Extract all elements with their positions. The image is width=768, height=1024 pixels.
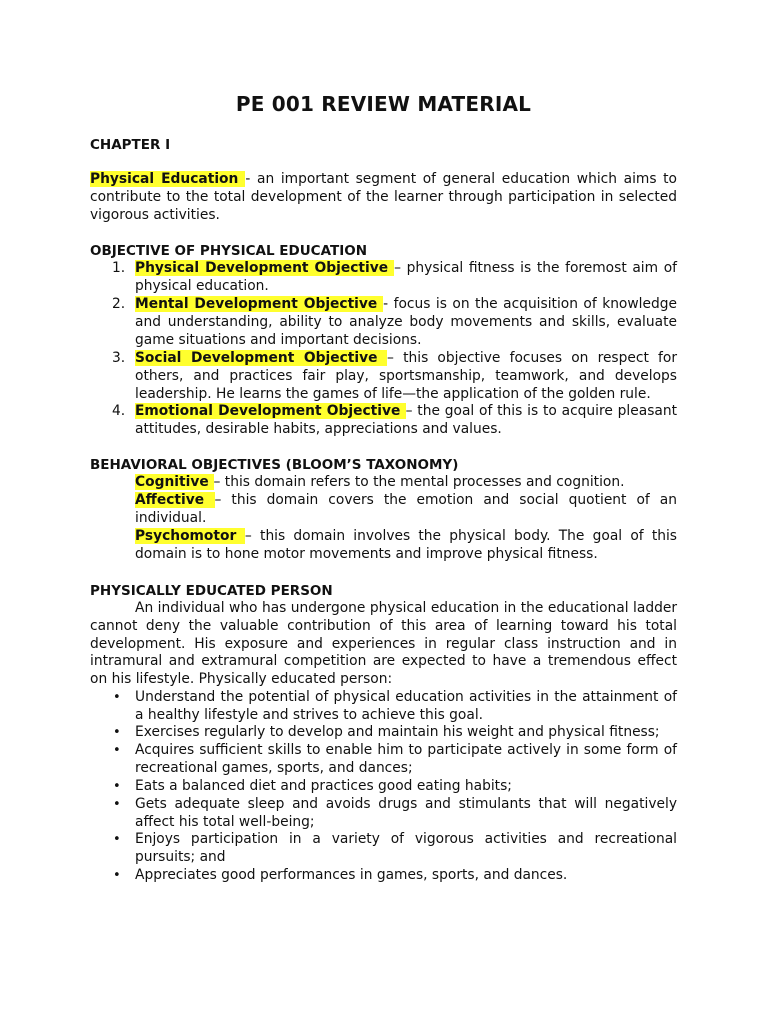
objective-item xyxy=(112,403,677,439)
list-number: 1. xyxy=(112,260,126,276)
pe-definition xyxy=(90,171,677,224)
list-item xyxy=(113,724,677,742)
bullet-text: Gets adequate sleep and avoids drugs and stimulants that will negatively affect his total well-being; xyxy=(135,796,677,830)
list-item xyxy=(113,778,677,796)
bullet-icon: • xyxy=(113,690,121,705)
list-item xyxy=(113,831,677,867)
objective-term-highlight: Emotional Development Objective xyxy=(135,403,406,419)
behavioral-text: – this domain involves the physical body. The goal of this domain is to hone motor movements and improve physical fitness. xyxy=(135,528,677,562)
bullet-icon: • xyxy=(113,779,121,794)
objective-text: – the goal of this is to acquire pleasant attitudes, desirable habits, appreciations and values. xyxy=(135,403,677,437)
behavioral-item xyxy=(135,528,677,564)
list-item xyxy=(113,796,677,832)
behavioral-term-highlight: Affective xyxy=(135,492,215,508)
objective-text: – this objective focuses on respect for others, and practices fair play, sportsmanship, teamwork, and develops leadership. He learns the games of life—the application of the golden rule. xyxy=(135,350,677,402)
document-title: PE 001 REVIEW MATERIAL xyxy=(235,92,532,116)
objective-text: – physical fitness is the foremost aim of physical education. xyxy=(135,260,677,294)
bullet-text: Eats a balanced diet and practices good eating habits; xyxy=(135,778,512,794)
list-number: 2. xyxy=(112,296,126,312)
behavioral-text: – this domain refers to the mental processes and cognition. xyxy=(213,474,625,490)
bullet-icon: • xyxy=(113,725,121,740)
objective-item xyxy=(112,260,677,296)
pe-definition-text: - an important segment of general education which aims to contribute to the total development of the learner through participation in selected vigorous activities. xyxy=(90,171,677,223)
objectives-heading: OBJECTIVE OF PHYSICAL EDUCATION xyxy=(90,243,367,259)
objective-term-highlight: Social Development Objective xyxy=(135,350,388,366)
objective-item xyxy=(112,350,677,403)
objective-term-highlight: Physical Development Objective xyxy=(135,260,395,276)
bullet-text: Understand the potential of physical education activities in the attainment of a healthy lifestyle and strives to achieve this goal. xyxy=(135,689,677,723)
bullet-icon: • xyxy=(113,832,121,847)
person-paragraph: An individual who has undergone physical education in the educational ladder cannot deny the valuable contribution of this area of learning toward his total development. His exposure and experiences in regular class instruction and in intramural and extramural competition are expected to have a tremendous effect on his lifestyle. Physically educated person: xyxy=(90,600,677,688)
behavioral-text: – this domain covers the emotion and social quotient of an individual. xyxy=(135,492,677,526)
bullet-icon: • xyxy=(113,797,121,812)
bullet-icon: • xyxy=(113,868,121,883)
objective-term-highlight: Mental Development Objective xyxy=(135,296,384,312)
list-item xyxy=(113,689,677,725)
person-heading: PHYSICALLY EDUCATED PERSON xyxy=(90,583,333,599)
bullet-text: Exercises regularly to develop and maintain his weight and physical fitness; xyxy=(135,724,660,740)
bullet-icon: • xyxy=(113,743,121,758)
list-number: 3. xyxy=(112,350,126,366)
list-item xyxy=(113,867,677,885)
pe-term-highlight: Physical Education xyxy=(90,171,246,187)
behavioral-heading: BEHAVIORAL OBJECTIVES (BLOOM’S TAXONOMY) xyxy=(90,457,459,473)
behavioral-item xyxy=(135,474,677,492)
behavioral-term-highlight: Psychomotor xyxy=(135,528,245,544)
behavioral-item xyxy=(135,492,677,528)
list-number: 4. xyxy=(112,403,126,419)
objective-item xyxy=(112,296,677,349)
list-item xyxy=(113,742,677,778)
objective-text: - focus is on the acquisition of knowledge and understanding, ability to analyze body movements and skills, evaluate game situations and important decisions. xyxy=(135,296,677,348)
bullet-text: Acquires sufficient skills to enable him to participate actively in some form of recreational games, sports, and dances; xyxy=(135,742,677,776)
behavioral-term-highlight: Cognitive xyxy=(135,474,214,490)
bullet-text: Appreciates good performances in games, sports, and dances. xyxy=(135,867,568,883)
bullet-text: Enjoys participation in a variety of vigorous activities and recreational pursuits; and xyxy=(135,831,677,865)
chapter-heading: CHAPTER I xyxy=(90,137,171,153)
